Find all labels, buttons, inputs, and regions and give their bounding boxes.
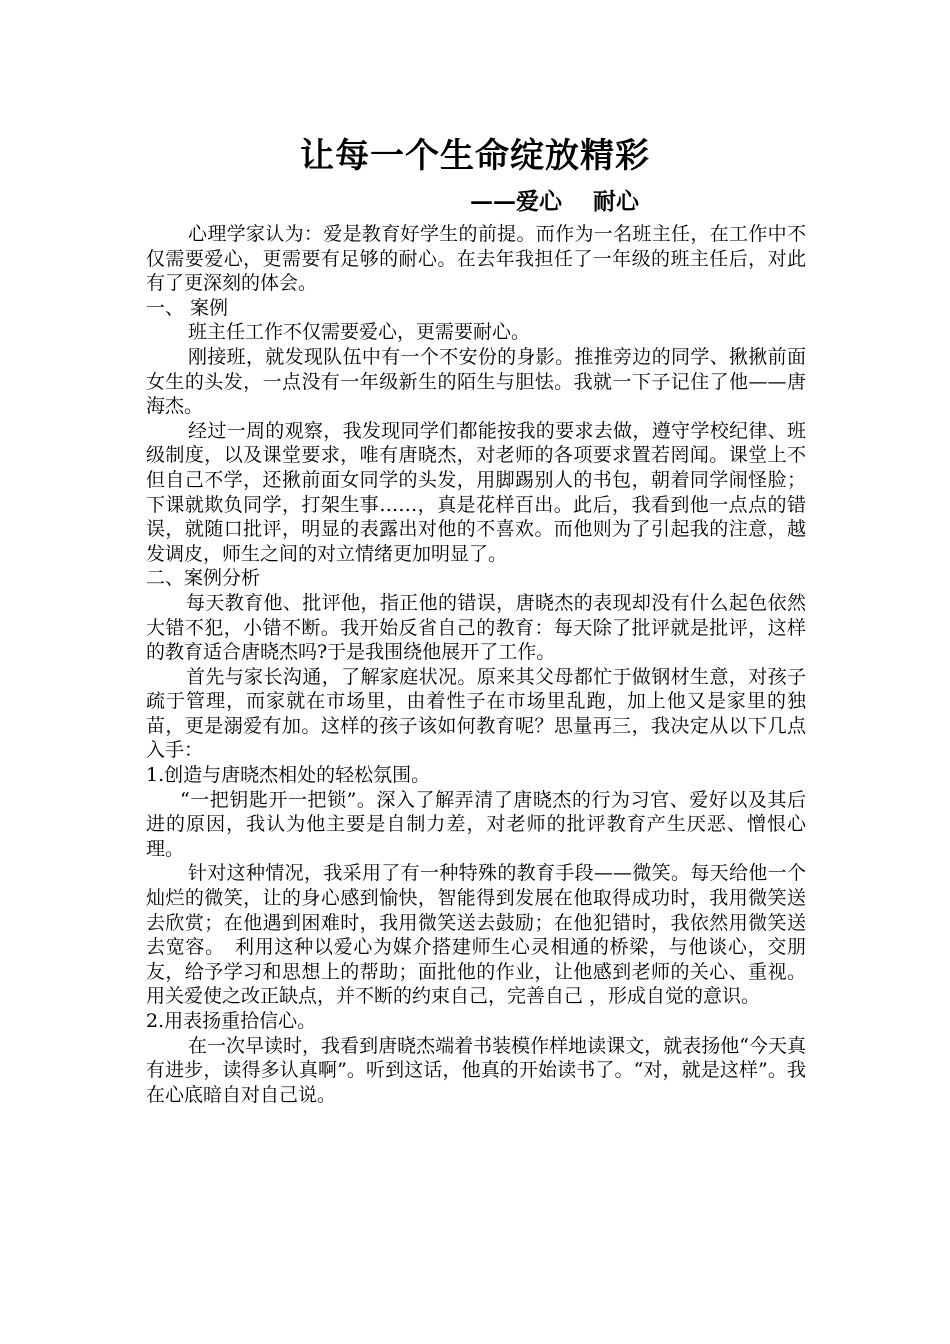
paragraph: 刚接班，就发现队伍中有一个不安份的身影。推推旁边的同学、揪揪前面女生的头发，一点没有一年级新生的陌生与胆怯。我就一下子记住了他——唐海杰。 [146, 345, 806, 418]
list-item-heading: 2.用表扬重拾信心。 [146, 1010, 317, 1032]
paragraph: 在一次早读时，我看到唐晓杰端着书装模作样地读课文，就表扬他“今天真有进步，读得多认真啊”。听到这话，他真的开始读书了。“对，就是这样”。我在心底暗自对自己说。 [146, 1034, 806, 1106]
document-title: 让每一个生命绽放精彩 [300, 136, 650, 176]
paragraph: 首先与家长沟通，了解家庭状况。原来其父母都忙于做钢材生意，对孩子疏于管理，而家就在市场里，由着性子在市场里乱跑，加上他又是家里的独苗，更是溺爱有加。这样的孩子该如何教育呢？思量再三，我决定从以下几点入手： [146, 665, 806, 762]
paragraph: 经过一周的观察，我发现同学们都能按我的要求去做，遵守学校纪律、班级制度，以及课堂要求，唯有唐晓杰，对老师的各项要求置若罔闻。课堂上不但自己不学，还揪前面女同学的头发，用脚踢别人的书包，朝着同学闹怪脸；下课就欺负同学，打架生事……，真是花样百出。此后，我看到他一点点的错误，就随口批评，明显的表露出对他的不喜欢。而他则为了引起我的注意，越发调皮，师生之间的对立情绪更加明显了。 [146, 419, 806, 565]
paragraph: 每天教育他、批评他，指正他的错误，唐晓杰的表现却没有什么起色依然大错不犯，小错不断。我开始反省自己的教育：每天除了批评就是批评，这样的教育适合唐晓杰吗?于是我围绕他展开了工作。 [146, 591, 806, 664]
paragraph: “一把钥匙开一把锁”。深入了解弄清了唐晓杰的行为习官、爱好以及其后进的原因，我认为他主要是自制力差，对老师的批评教育产生厌恶、憎恨心理。 [146, 788, 806, 860]
paragraph-intro: 心理学家认为：爱是教育好学生的前提。而作为一名班主任，在工作中不仅需要爱心，更需要有足够的耐心。在去年我担任了一年级的班主任后，对此有了更深刻的体会。 [146, 223, 806, 295]
list-item-heading: 1.创造与唐晓杰相处的轻松氛围。 [146, 764, 431, 787]
section-heading-analysis: 二、案例分析 [146, 567, 261, 590]
section-heading-case: 一、 案例 [146, 296, 229, 319]
document-subtitle: ——爱心 耐心 [470, 188, 640, 215]
document-body [146, 222, 806, 1107]
paragraph: 针对这种情况，我采用了有一种特殊的教育手段——微笑。每天给他一个灿烂的微笑，让的身心感到愉快，智能得到发展在他取得成功时，我用微笑送去欣赏；在他遇到困难时，我用微笑送去鼓励；在他犯错时，我依然用微笑送去宽容。 利用这种以爱心为媒介搭建师生心灵相通的桥梁，与他谈心，交朋友，给予学习和思想上的帮助；面批他的作业，让他感到老师的关心、重视。用关爱使之改正缺点，并不断的约束自己，完善自己 ，形成自觉的意识。 [146, 862, 806, 1008]
paragraph: 班主任工作不仅需要爱心，更需要耐心。 [188, 321, 531, 344]
